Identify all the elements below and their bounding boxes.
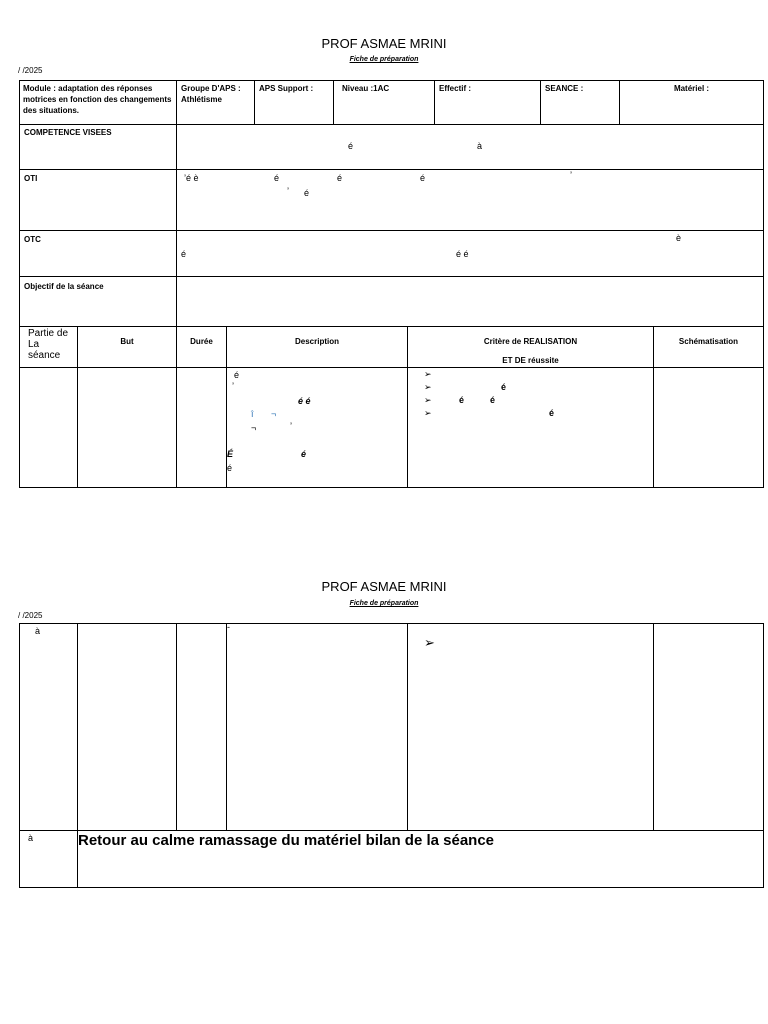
otc-glyph-2: é: [181, 249, 187, 259]
critere-arrow-1: ➢: [424, 369, 432, 379]
objectif-label-cell: [19, 276, 177, 327]
materiel-label: Matériel :: [673, 84, 710, 93]
otc-glyph-3: é é: [456, 249, 469, 259]
otc-label: OTC: [24, 235, 41, 244]
p2-description-cell: [226, 623, 408, 831]
desc-glyph-3: é é: [298, 396, 311, 406]
critere-arrow-2: ➢: [424, 382, 432, 392]
desc-glyph-2: ’: [232, 381, 234, 391]
seance-cell: [540, 80, 620, 125]
niveau-label: Niveau :1AC: [342, 84, 390, 93]
module-label: Module :: [23, 84, 56, 93]
oti-glyph-4: é: [420, 173, 426, 183]
oti-glyph-1: ’é è: [184, 173, 199, 183]
p2-partie-cell: [19, 623, 78, 831]
partie-header-cell: [19, 326, 78, 368]
critere-arrow-3: ➢: [424, 395, 432, 405]
page2-subtitle: Fiche de préparation: [349, 600, 419, 607]
oti-glyph-6: ’: [287, 186, 289, 196]
competence-content-cell: [176, 124, 764, 170]
schema-header-cell: [653, 326, 764, 368]
objectif-content-cell: [176, 276, 764, 327]
critere-header-cell: [407, 326, 654, 368]
competence-glyph-1: é: [348, 141, 354, 151]
critere-header-1: Critère de REALISATION: [483, 337, 578, 346]
competence-label-cell: [19, 124, 177, 170]
seance-label: SEANCE :: [545, 84, 584, 93]
critere-arrow-4: ➢: [424, 408, 432, 418]
desc-glyph-9: é: [301, 449, 307, 459]
critere-header-2: ET DE réussite: [502, 356, 559, 365]
groupe-label: Groupe D'APS :: [181, 84, 241, 93]
description-header-cell: [226, 326, 408, 368]
schema-body-cell: [653, 367, 764, 488]
materiel-cell: [619, 80, 764, 125]
partie-body-cell: [19, 367, 78, 488]
objectif-label: Objectif de la séance: [24, 282, 104, 291]
groupe-cell: [176, 80, 255, 125]
module-label-wrap: [20, 81, 176, 118]
p2-description-dash: -: [227, 622, 230, 632]
p2-final-content-cell: [77, 830, 764, 888]
p2-final-text: Retour au calme ramassage du matériel bilan de la séance: [78, 832, 495, 849]
page1-date: / /2025: [18, 66, 43, 75]
duree-header-cell: [176, 326, 227, 368]
oti-label-cell: [19, 169, 177, 231]
effectif-cell: [434, 80, 541, 125]
schema-header: Schématisation: [678, 337, 739, 346]
desc-glyph-10: é: [227, 463, 233, 473]
critere-glyph-4: é: [549, 408, 555, 418]
oti-glyph-2: é: [274, 173, 280, 183]
description-header: Description: [294, 337, 339, 346]
duree-header: Durée: [190, 337, 213, 346]
duree-body-cell: [176, 367, 227, 488]
but-header-cell: [77, 326, 177, 368]
p2-final-partie-cell: [19, 830, 78, 888]
desc-glyph-5: ¬: [271, 409, 277, 419]
critere-glyph-3: é: [490, 395, 496, 405]
p2-schema-cell: [653, 623, 764, 831]
page2-date: / /2025: [18, 611, 43, 620]
p2-but-cell: [77, 623, 177, 831]
p2-final-glyph: à: [28, 833, 34, 843]
effectif-label: Effectif :: [439, 84, 471, 93]
oti-glyph-7: é: [304, 188, 310, 198]
desc-glyph-7: ’: [290, 421, 292, 431]
oti-glyph-5: ’: [570, 170, 572, 180]
aps-support-label: APS Support :: [259, 84, 314, 93]
oti-content-cell: [176, 169, 764, 231]
critere-body-cell: [407, 367, 654, 488]
p2-duree-cell: [176, 623, 227, 831]
page2-title: PROF ASMAE MRINI: [321, 579, 447, 594]
aps-support-cell: [254, 80, 334, 125]
desc-glyph-4: î: [251, 409, 254, 419]
p2-critere-cell: [407, 623, 654, 831]
groupe-value: Athlétisme: [181, 95, 222, 104]
otc-glyph-1: è: [676, 233, 682, 243]
oti-glyph-3: é: [337, 173, 343, 183]
competence-label: COMPETENCE VISEES: [24, 128, 112, 137]
desc-glyph-1: é: [234, 370, 240, 380]
partie-header: Partie de La séance: [28, 328, 69, 361]
page1-title: PROF ASMAE MRINI: [321, 36, 447, 51]
desc-glyph-8: É: [227, 449, 234, 459]
but-header: But: [120, 337, 134, 346]
niveau-cell: [333, 80, 435, 125]
page1-subtitle: Fiche de préparation: [349, 56, 419, 63]
desc-glyph-6: ¬: [251, 423, 257, 433]
module-text: adaptation des réponses motrices en fonction des changements des situations.: [23, 84, 172, 115]
otc-label-cell: [19, 230, 177, 277]
oti-label: OTI: [24, 174, 38, 183]
critere-glyph-2: é: [459, 395, 465, 405]
p2-critere-arrow: ➢: [424, 635, 435, 650]
p2-partie-glyph: à: [35, 626, 41, 636]
module-cell: [19, 80, 177, 125]
competence-glyph-2: à: [477, 141, 483, 151]
critere-glyph-1: é: [501, 382, 507, 392]
but-body-cell: [77, 367, 177, 488]
